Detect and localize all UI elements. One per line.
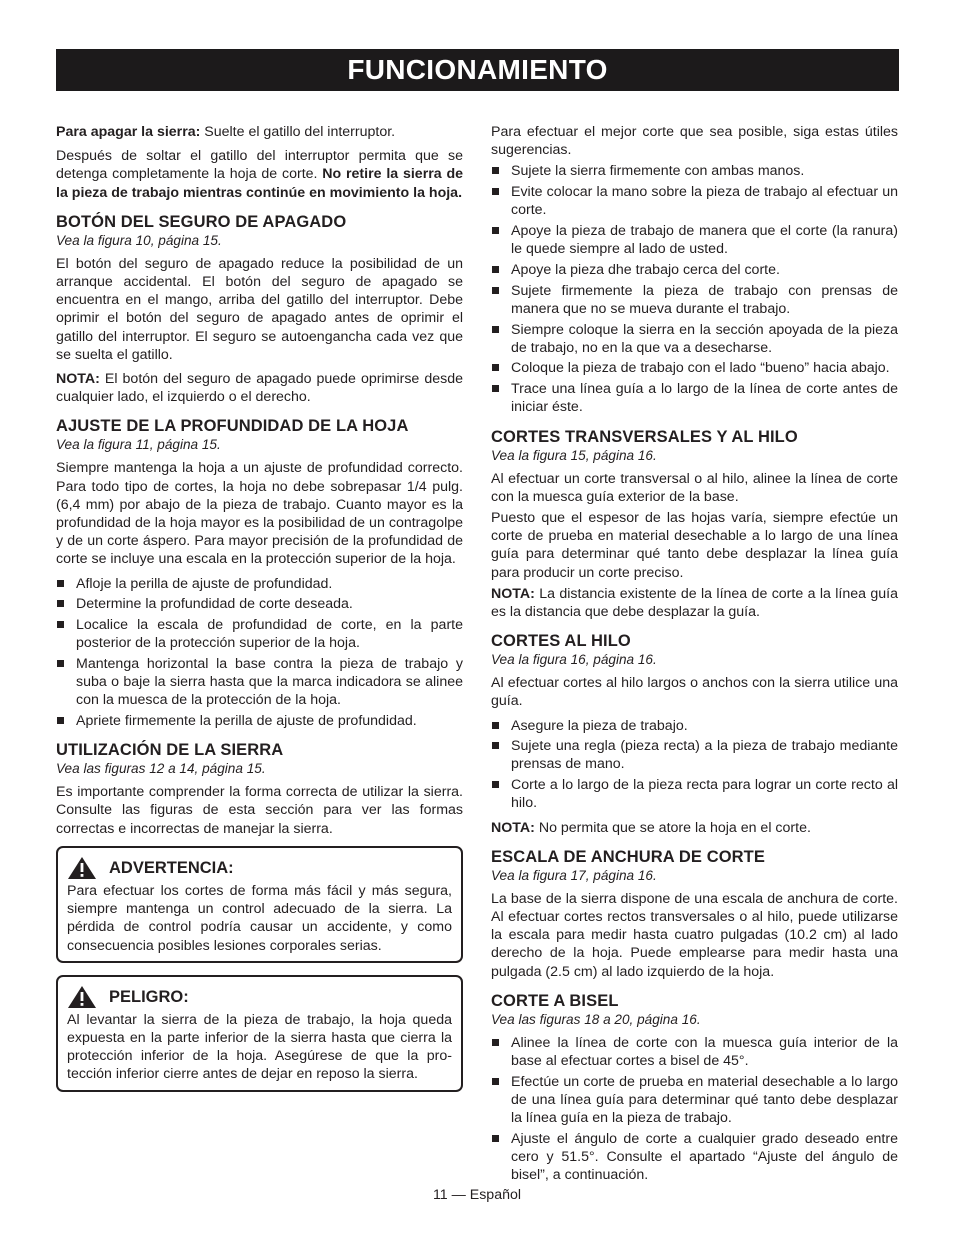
section-title-bevel-cut: CORTE A BISEL (491, 991, 619, 1010)
paragraph: Siempre mantenga la hoja a un ajuste de profundidad correcto. Para todo tipo de cortes, la hoja no debe sobrepasar 1/4 pulg. (6,4 mm) por abajo de la pieza de trabajo. Cuanto mayor es la profundidad de la hoja mayor es la posibilidad de un contragolpe y de un corte áspero. Para mayor precisión de la profundidad de corte se incluye una escala en la protección superior de la hoja. (56, 460, 463, 568)
list-item (491, 1130, 898, 1185)
warning-box (56, 846, 463, 963)
square-bullet-icon (57, 600, 64, 607)
bold-lead: Para apagar la sierra: (56, 124, 201, 140)
warning-triangle-icon (67, 985, 97, 1009)
list-item (491, 1073, 898, 1128)
list-item-text: Corte a lo largo de la pieza recta para lograr un corte recto al hilo. (511, 777, 898, 812)
warning-text: Para efectuar los cortes de forma más fácil y más segura, siempre mantenga un control adecuado de la sierra. La pérdida de control podría causar un accidente, y como consecuencia posibles lesiones corporales serias. (67, 882, 452, 954)
square-bullet-icon (492, 227, 499, 234)
list-item (56, 595, 463, 613)
text: Suelte el gatillo del interruptor. (200, 124, 396, 140)
section-title-cross-rip-cuts: CORTES TRANSVERSALES Y AL HILO (491, 427, 798, 446)
paragraph: Puesto que el espesor de las hojas varía, siempre efectúe un corte de prueba en material desechable a lo largo de una línea guía para determinar qué tanto debe desplazar la línea guía para producir un corte preciso. (491, 509, 898, 581)
rip-cut-steps-list (491, 717, 898, 813)
paragraph: Es importante comprender la forma correcta de utilizar la sierra. Consulte las figuras de esta sección para ver las formas correctas e incorrectas de manejar la sierra. (56, 784, 463, 837)
square-bullet-icon (492, 742, 499, 749)
paragraph-tips-intro: Para efectuar el mejor corte que sea posible, siga estas útiles sugerencias. (491, 124, 898, 159)
square-bullet-icon (492, 1039, 499, 1046)
list-item (491, 162, 898, 180)
right-column (491, 123, 898, 1190)
figure-reference: Vea la figura 11, página 15. (56, 437, 221, 453)
figure-reference: Vea la figura 15, página 16. (491, 447, 657, 463)
list-item (491, 282, 898, 318)
square-bullet-icon (492, 188, 499, 195)
note (491, 585, 898, 621)
warning-triangle-icon (67, 856, 97, 880)
paragraph: Al efectuar cortes al hilo largos o anchos con la sierra utilice una guía. (491, 675, 898, 710)
list-item (491, 380, 898, 416)
square-bullet-icon (492, 385, 499, 392)
note-text: No permita que se atore la hoja en el corte. (534, 819, 811, 836)
note-label: NOTA: (491, 585, 535, 602)
bevel-steps-list (491, 1034, 898, 1185)
danger-box (56, 975, 463, 1092)
list-item (491, 183, 898, 219)
list-item-text: Sujete una regla (pieza recta) a la pieza de trabajo mediante prensas de mano. (511, 738, 898, 773)
section-title-lock-off-button: BOTÓN DEL SEGURO DE APAGADO (56, 212, 347, 231)
figure-reference: Vea la figura 17, página 16. (491, 867, 657, 883)
square-bullet-icon (57, 717, 64, 724)
figure-reference: Vea las figuras 12 a 14, página 15. (56, 761, 266, 777)
text: Después de soltar el gatillo del interruptor permita que se detenga completamente la hoja de corte. (56, 148, 463, 183)
note-label: NOTA: (491, 819, 535, 836)
section-title-rip-cuts: CORTES AL HILO (491, 632, 631, 651)
paragraph-release-trigger (56, 147, 463, 202)
danger-header (67, 985, 452, 1009)
square-bullet-icon (492, 167, 499, 174)
paragraph: Al efectuar un corte transversal o al hilo, alinee la línea de corte con la muesca guía exterior de la base. (491, 470, 898, 505)
note-text: El botón del seguro de apagado puede oprimirse desde cualquier lado, el izquierdo o el derecho. (56, 371, 463, 406)
paragraph: La base de la sierra dispone de una escala de anchura de corte. Al efectuar cortes rectos transversales o al hilo, puede utilizarse la escala para medir hasta cuatro pulgadas (10.2 cm) al lado derecho de la hoja. Puede emplearse para medir hasta una pulgada (2.5 cm) al lado izquierdo de la hoja. (491, 890, 898, 980)
section-title-depth-adjustment: AJUSTE DE LA PROFUNDIDAD DE LA HOJA (56, 417, 409, 436)
list-item-text: Afloje la perilla de ajuste de profundidad. (76, 575, 333, 592)
left-column (56, 123, 463, 1104)
list-item-text: Siempre coloque la sierra en la sección apoyada de la pieza de trabajo, no en la que va a desecharse. (511, 321, 898, 356)
figure-reference: Vea la figura 16, página 16. (491, 652, 657, 668)
square-bullet-icon (57, 580, 64, 587)
danger-title: PELIGRO: (109, 987, 189, 1006)
list-item-text: Apriete firmemente la perilla de ajuste de profundidad. (76, 713, 417, 730)
note-text: La distancia existente de la línea de corte a la línea guía es la distancia que debe desplazar la guía. (491, 585, 898, 620)
list-item (491, 776, 898, 812)
list-item (56, 655, 463, 710)
list-item-text: Ajuste el ángulo de corte a cualquier grado deseado entre cero y 51.5°. Consulte el apartado “Ajuste del ángulo de bisel”, a continuación. (511, 1130, 898, 1184)
list-item (491, 321, 898, 357)
list-item (491, 1034, 898, 1070)
page-number: 11 — Español (432, 1187, 522, 1203)
square-bullet-icon (492, 364, 499, 371)
figure-reference: Vea la figura 10, página 15. (56, 232, 222, 248)
list-item (56, 616, 463, 652)
figure-reference: Vea las figuras 18 a 20, página 16. (491, 1011, 701, 1027)
list-item (491, 717, 898, 735)
note-label: NOTA: (56, 371, 100, 388)
bold-warning-text: No retire la sierra de la pieza de trabajo mientras continúe en movimiento la hoja. (56, 166, 463, 201)
list-item-text: Apoye la pieza de trabajo de manera que el corte (la ranura) le quede siempre al lado de usted. (511, 223, 898, 258)
list-item (491, 737, 898, 773)
list-item-text: Apoye la pieza dhe trabajo cerca del corte. (511, 261, 780, 278)
warning-title: ADVERTENCIA: (109, 858, 234, 877)
square-bullet-icon (492, 1135, 499, 1142)
square-bullet-icon (57, 621, 64, 628)
tips-list (491, 162, 898, 416)
list-item (491, 261, 898, 279)
square-bullet-icon (492, 1078, 499, 1085)
square-bullet-icon (57, 660, 64, 667)
note (56, 370, 463, 406)
list-item (491, 359, 898, 377)
depth-steps-list (56, 575, 463, 731)
list-item (491, 222, 898, 258)
paragraph-turn-off (56, 123, 463, 141)
list-item-text: Mantenga horizontal la base contra la pieza de trabajo y suba o baje la sierra hasta que la marca indicadora se alinee con la muesca de la protección de la hoja. (76, 655, 463, 709)
square-bullet-icon (492, 266, 499, 273)
square-bullet-icon (492, 287, 499, 294)
list-item-text: Evite colocar la mano sobre la pieza de trabajo al efectuar un corte. (511, 184, 898, 219)
section-title-cut-width-scale: ESCALA DE ANCHURA DE CORTE (491, 847, 765, 866)
square-bullet-icon (492, 722, 499, 729)
list-item-text: Alinee la línea de corte con la muesca guía interior de la base al efectuar cortes a bisel de 45°. (511, 1034, 898, 1070)
square-bullet-icon (492, 326, 499, 333)
list-item-text: Coloque la pieza de trabajo con el lado “bueno” hacia abajo. (511, 360, 890, 377)
paragraph: El botón del seguro de apagado reduce la posibilidad de un arranque accidental. El botón del seguro de apagado se encuentra en el mango, arriba del gatillo del interruptor. Debe oprimir el botón del seguro de apagado antes de oprimir el gatillo del interruptor. El seguro se autoengancha cada vez que se suelta el gatillo. (56, 255, 463, 363)
list-item-text: Sujete firmemente la pieza de trabajo con prensas de manera que no se mueva durante el trabajo. (511, 282, 898, 317)
warning-header (67, 856, 452, 880)
list-item (56, 712, 463, 730)
list-item-text: Trace una línea guía a lo largo de la línea de corte antes de iniciar éste. (511, 381, 898, 416)
list-item-text: Asegure la pieza de trabajo. (511, 717, 688, 734)
list-item-text: Efectúe un corte de prueba en material desechable a lo largo de una línea guía para determinar qué tanto debe desplazar la línea guía en la pieza de trabajo. (511, 1073, 898, 1127)
page-title: FUNCIONAMIENTO (56, 49, 899, 91)
list-item-text: Localice la escala de profundidad de corte, en la parte posterior de la protección superior de la hoja. (76, 617, 463, 652)
section-title-using-saw: UTILIZACIÓN DE LA SIERRA (56, 741, 284, 760)
danger-text: Al levantar la sierra de la pieza de trabajo, la hoja queda expuesta en la parte inferior de la sierra hasta que cierra la protección inferior de la hoja. Asegúrese de que la pro-tección inferior cierre antes de dejar en reposo la sierra. (67, 1011, 452, 1083)
note (491, 819, 898, 837)
list-item-text: Sujete la sierra firmemente con ambas manos. (511, 163, 805, 180)
list-item (56, 575, 463, 593)
list-item-text: Determine la profundidad de corte deseada. (76, 596, 353, 613)
square-bullet-icon (492, 781, 499, 788)
